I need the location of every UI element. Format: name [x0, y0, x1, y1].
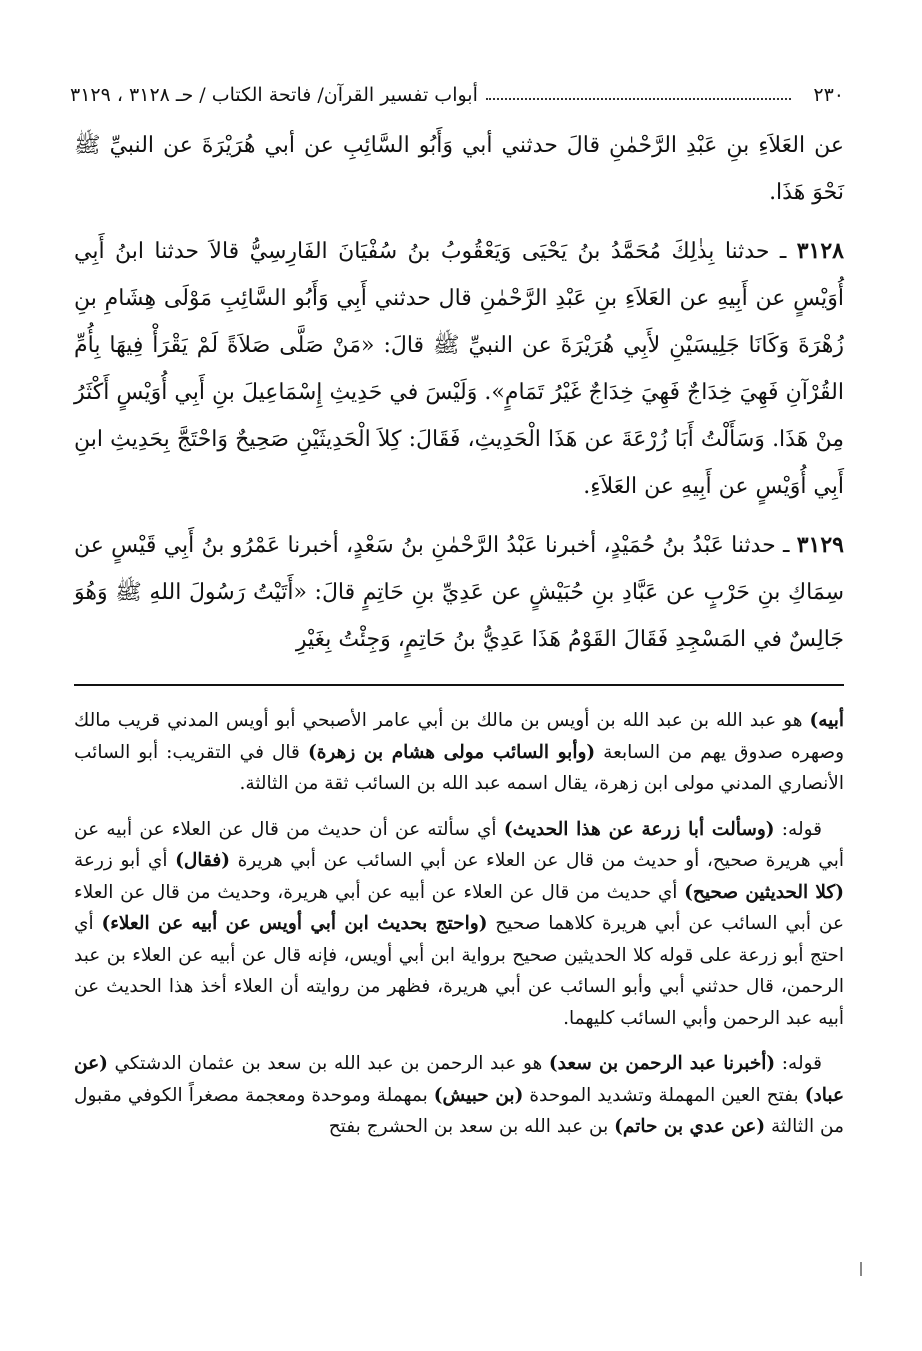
commentary-text: قوله:: [774, 818, 822, 840]
paragraph-text: عن العَلاَءِ بنِ عَبْدِ الرَّحْمٰنِ قالَ حدثني أبي وَأَبُو السَّائِبِ عن أبي هُرَيْرَةَ عن النبيِّ ﷺ نَحْوَ هَذَا.: [74, 133, 844, 205]
commentary-text: بن عبد الله بن سعد بن الحشرج بفتح: [328, 1116, 615, 1137]
commentary: [74, 705, 844, 1157]
hadith-text: ـ حدثنا بِذٰلِكَ مُحَمَّدُ بنُ يَحْيَى وَيَعْقُوبُ بنُ سُفْيَانَ الفَارِسِيُّ قالاَ حدثنا ابنُ أَبِي أُوَيْسٍ عن أَبِيهِ عن العَلاَءِ بنِ عَبْدِ الرَّحْمٰنِ قال حدثني أَبِي وَأَبُو السَّائِبِ مَوْلَى هِشَامِ بنِ زُهْرَةَ وَكَانَا جَلِيسَيْنِ لأَبِي هُرَيْرَةَ عن النبيِّ ﷺ قالَ: «مَنْ صَلَّى صَلاَةً لَمْ يَقْرَأْ فِيهَا بِأُمِّ القُرْآنِ فَهِيَ خِدَاجٌ فَهِيَ خِدَاجٌ غَيْرُ تَمَامٍ». وَلَيْسَ في حَدِيثِ إِسْمَاعِيلَ بنِ أَبِي أُوَيْسٍ أَكْثَرُ مِنْ هَذَا. وَسَأَلْتُ أَبَا زُرْعَةَ عن هَذَا الْحَدِيثِ، فَقَالَ: كِلاَ الْحَدِيثَيْنِ صَحِيحٌ وَاحْتَجَّ بِحَدِيثِ ابنِ أَبِي أُوَيْسٍ عن أَبِيهِ عن العَلاَءِ.: [74, 239, 844, 499]
hadith-text: ـ حدثنا عَبْدُ بنُ حُمَيْدٍ، أخبرنا عَبْدُ الرَّحْمٰنِ بنُ سَعْدٍ، أخبرنا عَمْرُو بنُ أَبِي قَيْسٍ عن سِمَاكِ بنِ حَرْبٍ عن عَبَّادِ بنِ حُبَيْشٍ عن عَدِيِّ بنِ حَاتِمٍ قالَ: «أَتَيْتُ رَسُولَ اللهِ ﷺ وَهُوَ جَالِسٌ في المَسْجِدِ فَقَالَ القَوْمُ هَذَا عَدِيُّ بنُ حَاتِمٍ، وَجِئْتُ بِغَيْرِ: [74, 533, 844, 652]
hadith-continuation: [74, 122, 844, 216]
commentary-text: بمهملة وموحدة ومعجمة مصغراً الكوفي مقبول من الثالثة: [74, 1084, 844, 1137]
running-title: أبواب تفسير القرآن/ فاتحة الكتاب / حـ ٣١٢٨ ، ٣١٢٩: [70, 84, 478, 106]
commentary-paragraph: [74, 705, 844, 800]
commentary-text: هو عبد الله بن عبد الله بن أويس بن مالك بن أبي عامر الأصبحي أبو أويس المدني قريب مالك وصهره صدوق يهم من السابعة: [74, 710, 844, 763]
main-text: [74, 122, 844, 675]
hadith-3129: [74, 522, 844, 663]
bold-term: (واحتج بحديث ابن أبي أويس عن أبيه عن العلاء): [101, 913, 488, 934]
commentary-text: أي أبو زرعة: [74, 850, 176, 871]
bold-term: أبيه): [809, 710, 844, 731]
margin-mark: [860, 1262, 862, 1276]
commentary-text: قال في التقريب: أبو السائب الأنصاري المدني مولى ابن زهرة، يقال اسمه عبد الله بن السائب ثقة من الثالثة.: [74, 741, 844, 794]
commentary-text: أي سألته عن أن حديث من قال عن العلاء عن أبيه عن أبي هريرة صحيح، أو حديث من قال عن العلاء عن أبي السائب عن أبي هريرة: [74, 818, 844, 871]
commentary-text: أي احتج أبو زرعة على قوله كلا الحديثين صحيح برواية ابن أبي أويس، فإنه قال عن أبيه عن العلاء بن عبد الرحمن، قال حدثني أبي وأبو السائب عن أبي هريرة، فظهر من روايته أن العلاء أخذ هذا الحديث عن أبيه عبد الرحمن وأبي السائب كليهما.: [74, 913, 844, 1029]
commentary-paragraph: [74, 1048, 844, 1143]
bold-term: (بن حبيش): [433, 1084, 524, 1106]
bold-term: (وسألت أبا زرعة عن هذا الحديث): [503, 818, 775, 840]
bold-term: (كلا الحديثين صحيح): [684, 881, 844, 903]
bold-term: (فقال): [175, 850, 230, 871]
bold-term: (وأبو السائب مولى هشام بن زهرة): [307, 741, 596, 763]
hadith-number: ٣١٢٩: [796, 532, 844, 558]
page-header: [70, 80, 844, 110]
commentary-text: هو عبد الرحمن بن عبد الله بن سعد بن عثمان الدشتكي: [107, 1053, 549, 1074]
bold-term: (أخبرنا عبد الرحمن بن سعد): [548, 1053, 776, 1074]
commentary-paragraph: [74, 814, 844, 1035]
hadith-number: ٣١٢٨: [796, 238, 844, 264]
page-number: ٢٣٠: [813, 84, 844, 106]
bold-term: (عن عباد): [74, 1053, 844, 1106]
commentary-text: قوله:: [775, 1053, 822, 1074]
bold-term: (عن عدي بن حاتم): [614, 1116, 766, 1137]
commentary-text: بفتح العين المهملة وتشديد الموحدة: [523, 1084, 805, 1106]
commentary-text: أي حديث من قال عن العلاء عن أبيه عن أبي هريرة، وحديث من قال عن العلاء عن أبي السائب عن أبي هريرة كلاهما صحيح: [74, 881, 844, 934]
header-leader-dots: [486, 98, 792, 100]
hadith-3128: [74, 228, 844, 510]
footnote-divider: [74, 684, 844, 686]
